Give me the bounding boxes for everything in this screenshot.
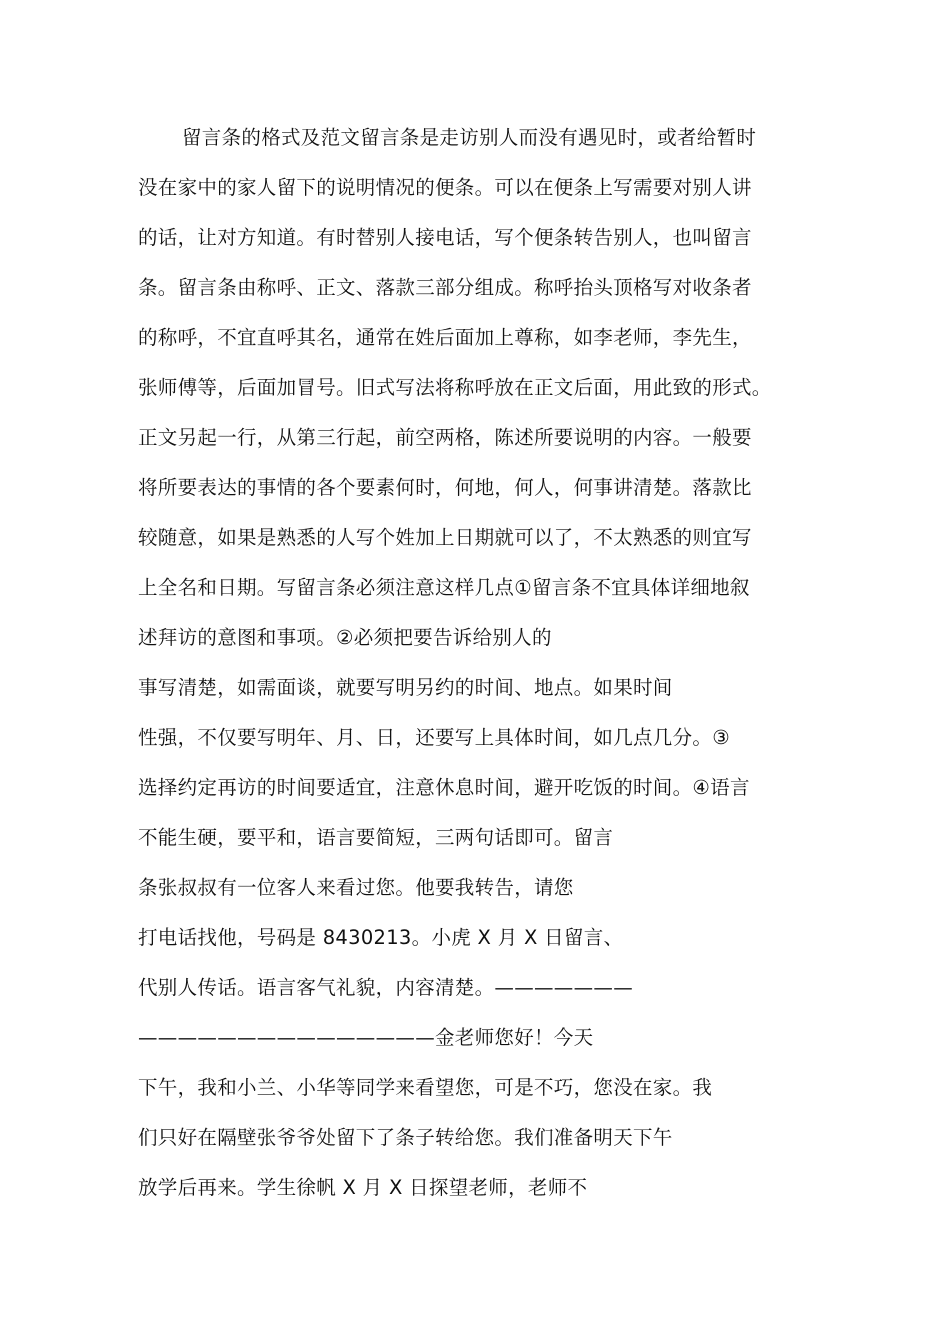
body-text [138,113,838,1213]
text-line: 条。留言条由称呼、正文、落款三部分组成。称呼抬头顶格写对收条者 [138,276,752,299]
text-line: 没在家中的家人留下的说明情况的便条。可以在便条上写需要对别人讲 [138,176,752,199]
text-line: 放学后再来。学生徐帆 X 月 X 日探望老师，老师不 [138,1176,588,1199]
text-line: 条张叔叔有一位客人来看过您。他要我转告，请您 [138,876,574,899]
text-line: 述拜访的意图和事项。②必须把要告诉给别人的 [138,626,552,649]
text-line: 不能生硬，要平和，语言要简短，三两句话即可。留言 [138,826,614,849]
text-line: 正文另起一行，从第三行起，前空两格，陈述所要说明的内容。一般要 [138,426,752,449]
text-line: 下午，我和小兰、小华等同学来看望您，可是不巧，您没在家。我 [138,1076,713,1099]
text-line: 选择约定再访的时间要适宜，注意休息时间，避开吃饭的时间。④语言 [138,776,750,799]
text-line: 将所要表达的事情的各个要素何时，何地，何人，何事讲清楚。落款比 [138,476,752,499]
text-line: 们只好在隔壁张爷爷处留下了条子转给您。我们准备明天下午 [138,1126,673,1149]
text-line: 事写清楚，如需面谈，就要写明另约的时间、地点。如果时间 [138,676,673,699]
text-line: 的称呼，不宜直呼其名，通常在姓后面加上尊称，如李老师，李先生， [138,326,752,349]
text-line: 留言条的格式及范文留言条是走访别人而没有遇见时，或者给暂时 [182,126,757,149]
text-line: 张师傅等，后面加冒号。旧式写法将称呼放在正文后面，用此致的形式。 [138,376,772,399]
text-line: ———————————————金老师您好！今天 [138,1026,594,1049]
text-line: 的话，让对方知道。有时替别人接电话，写个便条转告别人，也叫留言 [138,226,752,249]
text-line: 性强，不仅要写明年、月、日，还要写上具体时间，如几点几分。③ [138,726,730,749]
text-line: 打电话找他，号码是 8430213。小虎 X 月 X 日留言、 [138,926,624,949]
text-line: 上全名和日期。写留言条必须注意这样几点①留言条不宜具体详细地叙 [138,576,750,599]
text-line: 代别人传话。语言客气礼貌，内容清楚。——————— [138,976,633,999]
text-line: 较随意，如果是熟悉的人写个姓加上日期就可以了，不太熟悉的则宜写 [138,526,752,549]
